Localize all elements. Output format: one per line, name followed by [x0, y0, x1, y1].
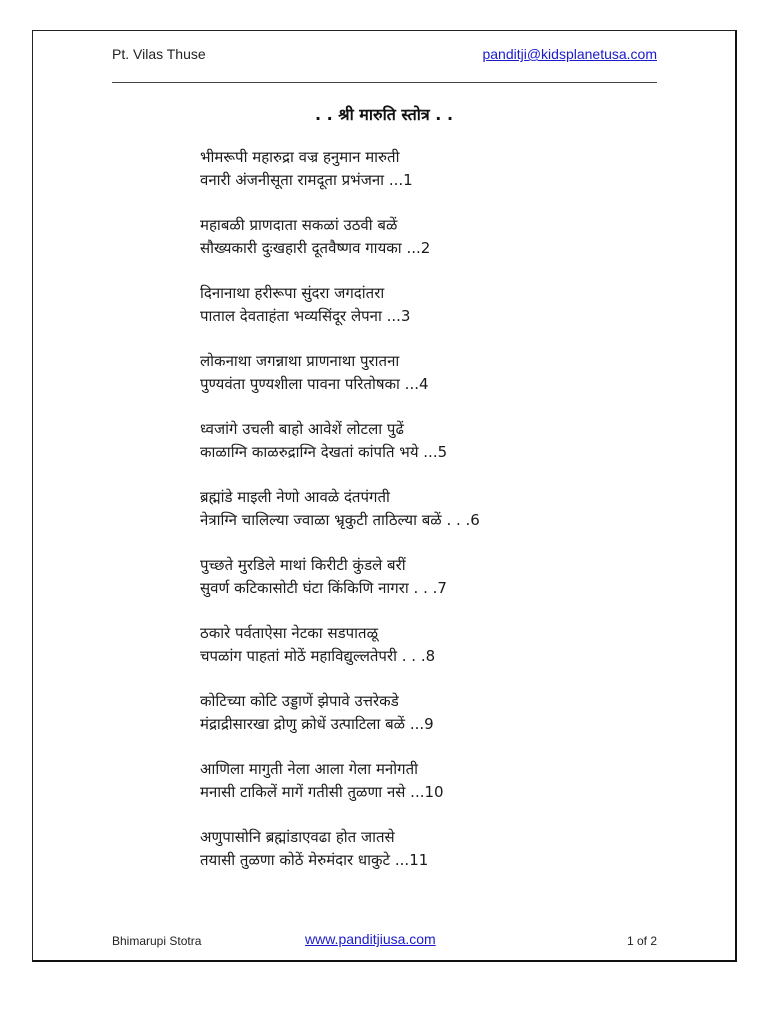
verse-3	[200, 282, 640, 328]
footer-document-title: Bhimarupi Stotra	[112, 934, 202, 948]
verse-line: अणुपासोनि ब्रह्मांडाएवढा होत जातसे	[200, 828, 395, 846]
verse-line: ध्वजांगे उचली बाहो आवेशें लोटला पुढें	[200, 420, 404, 438]
verse-4	[200, 350, 640, 396]
page-number: 1 of 2	[626, 934, 657, 948]
verse-line: सुवर्ण कटिकासोटी घंटा किंकिणि नागरा . . .7	[200, 579, 447, 597]
verse-list	[200, 146, 640, 894]
verse-line: चपळांग पाहतां मोठें महाविद्युल्लतेपरी . . .8	[200, 647, 436, 665]
verse-line: मंद्राद्रीसारखा द्रोणु क्रोधें उत्पाटिला बळें ...9	[200, 715, 434, 733]
verse-line: तयासी तुळणा कोठें मेरुमंदार धाकुटे ...11	[200, 851, 429, 869]
verse-line: कोटिच्या कोटि उड्डाणें झेपावे उत्तरेकडे	[200, 692, 399, 710]
verse-line: मनासी टाकिलें मागें गतीसी तुळणा नसे ...10	[200, 783, 444, 801]
verse-line: पुण्यवंता पुण्यशीला पावना परितोषका ...4	[200, 375, 429, 393]
verse-line: सौख्यकारी दुःखहारी दूतवैष्णव गायका ...2	[200, 239, 431, 257]
verse-2	[200, 214, 640, 260]
verse-1	[200, 146, 640, 192]
verse-line: ब्रह्मांडे माइली नेणो आवळे दंतपंगती	[200, 488, 390, 506]
verse-5	[200, 418, 640, 464]
verse-11	[200, 826, 640, 872]
footer-website-link[interactable]: www.panditjiusa.com	[305, 931, 436, 947]
verse-line: लोकनाथा जगन्नाथा प्राणनाथा पुरातना	[200, 352, 400, 370]
author-name: Pt. Vilas Thuse	[112, 46, 206, 62]
verse-line: दिनानाथा हरीरूपा सुंदरा जगदांतरा	[200, 284, 385, 302]
verse-line: पुच्छते मुरडिले माथां किरीटी कुंडले बरीं	[200, 556, 406, 574]
verse-7	[200, 554, 640, 600]
verse-9	[200, 690, 640, 736]
verse-6	[200, 486, 640, 532]
verse-10	[200, 758, 640, 804]
verse-8	[200, 622, 640, 668]
verse-line: वनारी अंजनीसूता रामदूता प्रभंजना ...1	[200, 171, 413, 189]
verse-line: भीमरूपी महारुद्रा वज्र हनुमान मारुती	[200, 148, 400, 166]
email-link[interactable]: panditji@kidsplanetusa.com	[482, 46, 657, 62]
verse-line: आणिला मागुती नेला आला गेला मनोगती	[200, 760, 419, 778]
verse-line: नेत्राग्नि चालिल्या ज्वाळा भ्रृकुटी ताठिल्या बळें . . .6	[200, 511, 480, 529]
verse-line: महाबळी प्राणदाता सकळां उठवी बळें	[200, 216, 398, 234]
header-divider	[112, 82, 657, 83]
verse-line: ठकारे पर्वताऐसा नेटका सडपातळू	[200, 624, 378, 642]
verse-line: काळाग्नि काळरुद्राग्नि देखतां कांपति भये ...5	[200, 443, 448, 461]
page-title: . . श्री मारुति स्तोत्र . .	[314, 105, 454, 124]
verse-line: पाताल देवताहंता भव्यसिंदूर लेपना ...3	[200, 307, 411, 325]
